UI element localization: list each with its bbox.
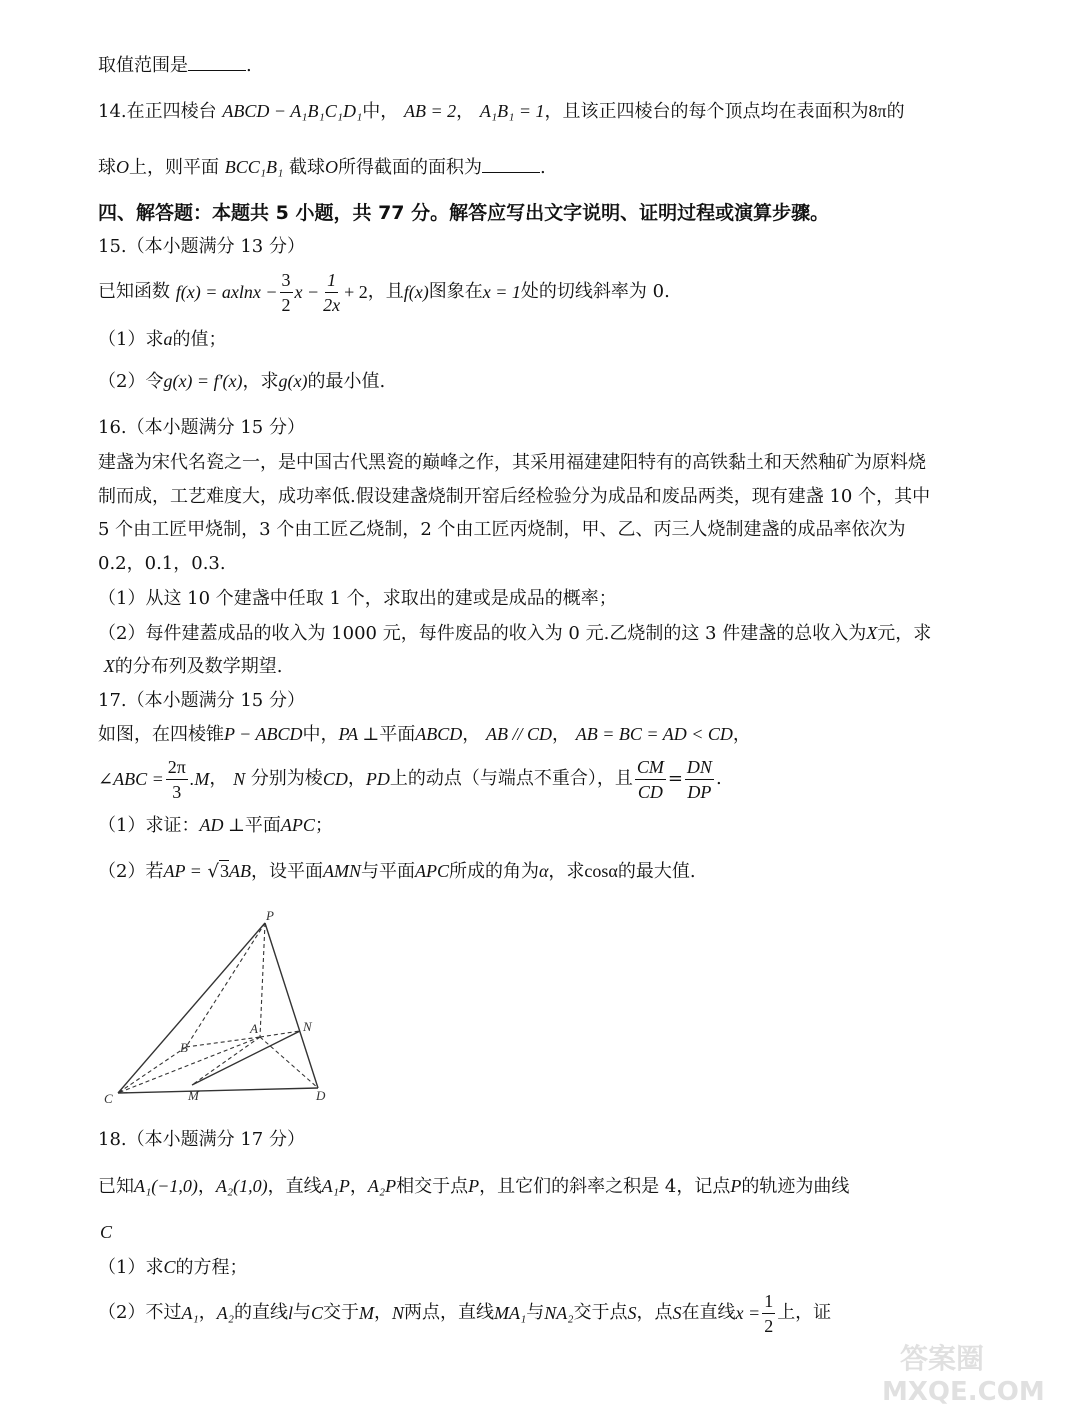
q15-part1: （1）求a的值； (98, 329, 227, 350)
label-a: A (250, 1021, 258, 1036)
svg-text:答案圈: 答案圈 (900, 1342, 985, 1375)
answer-blank (188, 54, 246, 71)
q18-header: 18.（本小题满分 17 分） (98, 1129, 305, 1150)
q16-part2: （2）每件建蓋成品的收入为 1000 元，每件废品的收入为 0 元.乙烧制的这 3 件建盏的总收入为X元，求 (98, 623, 932, 644)
q14-line1: 14.在正四棱台 ABCD − A₁B₁C₁D₁中， AB = 2， A₁B₁ = 1，且该正四棱台的每个顶点均在表面积为8π的 (98, 101, 905, 122)
fraction: $\frac{2\pi}{3}$ (167, 756, 186, 802)
q18-curve: C (100, 1222, 113, 1242)
q17-header: 17.（本小题满分 15 分） (98, 690, 305, 711)
frustum-symbol: ABCD − A₁B₁C₁D₁ (222, 101, 363, 121)
q16-text: 5 个由工匠甲烧制，3 个由工匠乙烧制，2 个由工匠丙烧制，甲、乙、丙三人烧制建盏的成品率依次为 (98, 519, 906, 540)
segment-am (192, 1037, 260, 1085)
q16-header: 16.（本小题满分 15 分） (98, 417, 305, 438)
q18-part1: （1）求C的方程； (98, 1257, 248, 1278)
label-b: B (180, 1040, 188, 1055)
q16-part1: （1）从这 10 个建盏中任取 1 个，求取出的建或是成品的概率； (98, 588, 617, 609)
edge-cd (118, 1088, 318, 1093)
q15-line1: 已知函数 f(x) = axlnx − $\frac{3}{2}$ x − $\frac{1}{2x}$ + 2 ，且 f(x) 图象在 x = 1 处的切线斜率为 0. (98, 269, 670, 315)
label-c: C (104, 1091, 113, 1105)
label-m: M (188, 1088, 199, 1103)
section-heading: 四、解答题：本题共 5 小题，共 77 分。解答应写出文字说明、证明过程或演算步骤。 (98, 202, 830, 224)
q18-part2: （2）不过 A₁ ， A₂ 的直线 l 与 C 交于 M ， N 两点，直线 MA₁ 与 NA₂ 交于点 S ，点 S 在直线 x = $\frac{1}{2}$ 上，证 (98, 1290, 832, 1336)
fraction: $\frac{1}{2}$ (764, 1290, 774, 1336)
q17-part1: （1）求证：AD ⊥平面APC； (98, 815, 333, 836)
fraction: $\frac{DN}{DP}$ (686, 756, 712, 802)
q16-part2-cont: X的分布列及数学期望. (103, 656, 283, 677)
q18-line1: 已知A₁(−1,0)，A₂(1,0)，直线A₁P，A₂P相交于点P，且它们的斜率之积是 4，记点P的轨迹为曲线 (98, 1176, 850, 1197)
q14-line2: 球O上，则平面 BCC₁B₁ 截球O所得截面的面积为 . (98, 157, 546, 178)
range-text: 取值范围是 (98, 55, 188, 76)
edge-ab (186, 1037, 260, 1047)
answer-blank (482, 156, 540, 173)
edge-pa (260, 923, 265, 1037)
edge-ac (118, 1037, 260, 1093)
q16-text: 0.2，0.1，0.3. (98, 553, 226, 574)
q15-header: 15.（本小题满分 13 分） (98, 236, 305, 257)
edge-pc (118, 923, 265, 1093)
range-line: 取值范围是 . (98, 55, 252, 76)
q17-line1: 如图，在四棱锥P − ABCD中，PA ⊥平面ABCD， AB // CD， AB = BC = AD < CD， (98, 724, 751, 745)
edge-pd (265, 923, 318, 1088)
svg-text:MXQE.COM: MXQE.COM (882, 1377, 1045, 1406)
q16-text: 制而成，工艺难度大，成功率低.假设建盏烧制开窑后经检验分为成品和废品两类，现有建盏 10 个，其中 (98, 486, 931, 507)
fraction: $\frac{3}{2}$ (281, 269, 291, 315)
label-p: P (266, 908, 274, 923)
q17-line2: ∠ABC = $\frac{2\pi}{3}$ .M ， N 分别为棱 CD ， PD 上的动点（与端点不重合），且 $\frac{CM}{CD}$ = $\frac{DN}{DP}$ . (98, 756, 722, 802)
watermark-logo (880, 1336, 1050, 1406)
fraction: $\frac{1}{2x}$ (323, 269, 341, 315)
fraction: $\frac{CM}{CD}$ (636, 756, 664, 802)
label-n: N (303, 1019, 312, 1034)
q15-part2: （2）令g(x) = f′(x)，求g(x)的最小值. (98, 371, 386, 392)
pyramid-figure (100, 905, 340, 1105)
label-d: D (316, 1088, 326, 1103)
q17-part2: （2）若AP = √3AB，设平面AMN与平面APC所成的角为α，求cosα的最大值. (98, 861, 696, 882)
q16-text: 建盏为宋代名瓷之一，是中国古代黑瓷的巅峰之作，其采用福建建阳特有的高铁黏土和天然釉矿为原料烧 (98, 452, 926, 473)
